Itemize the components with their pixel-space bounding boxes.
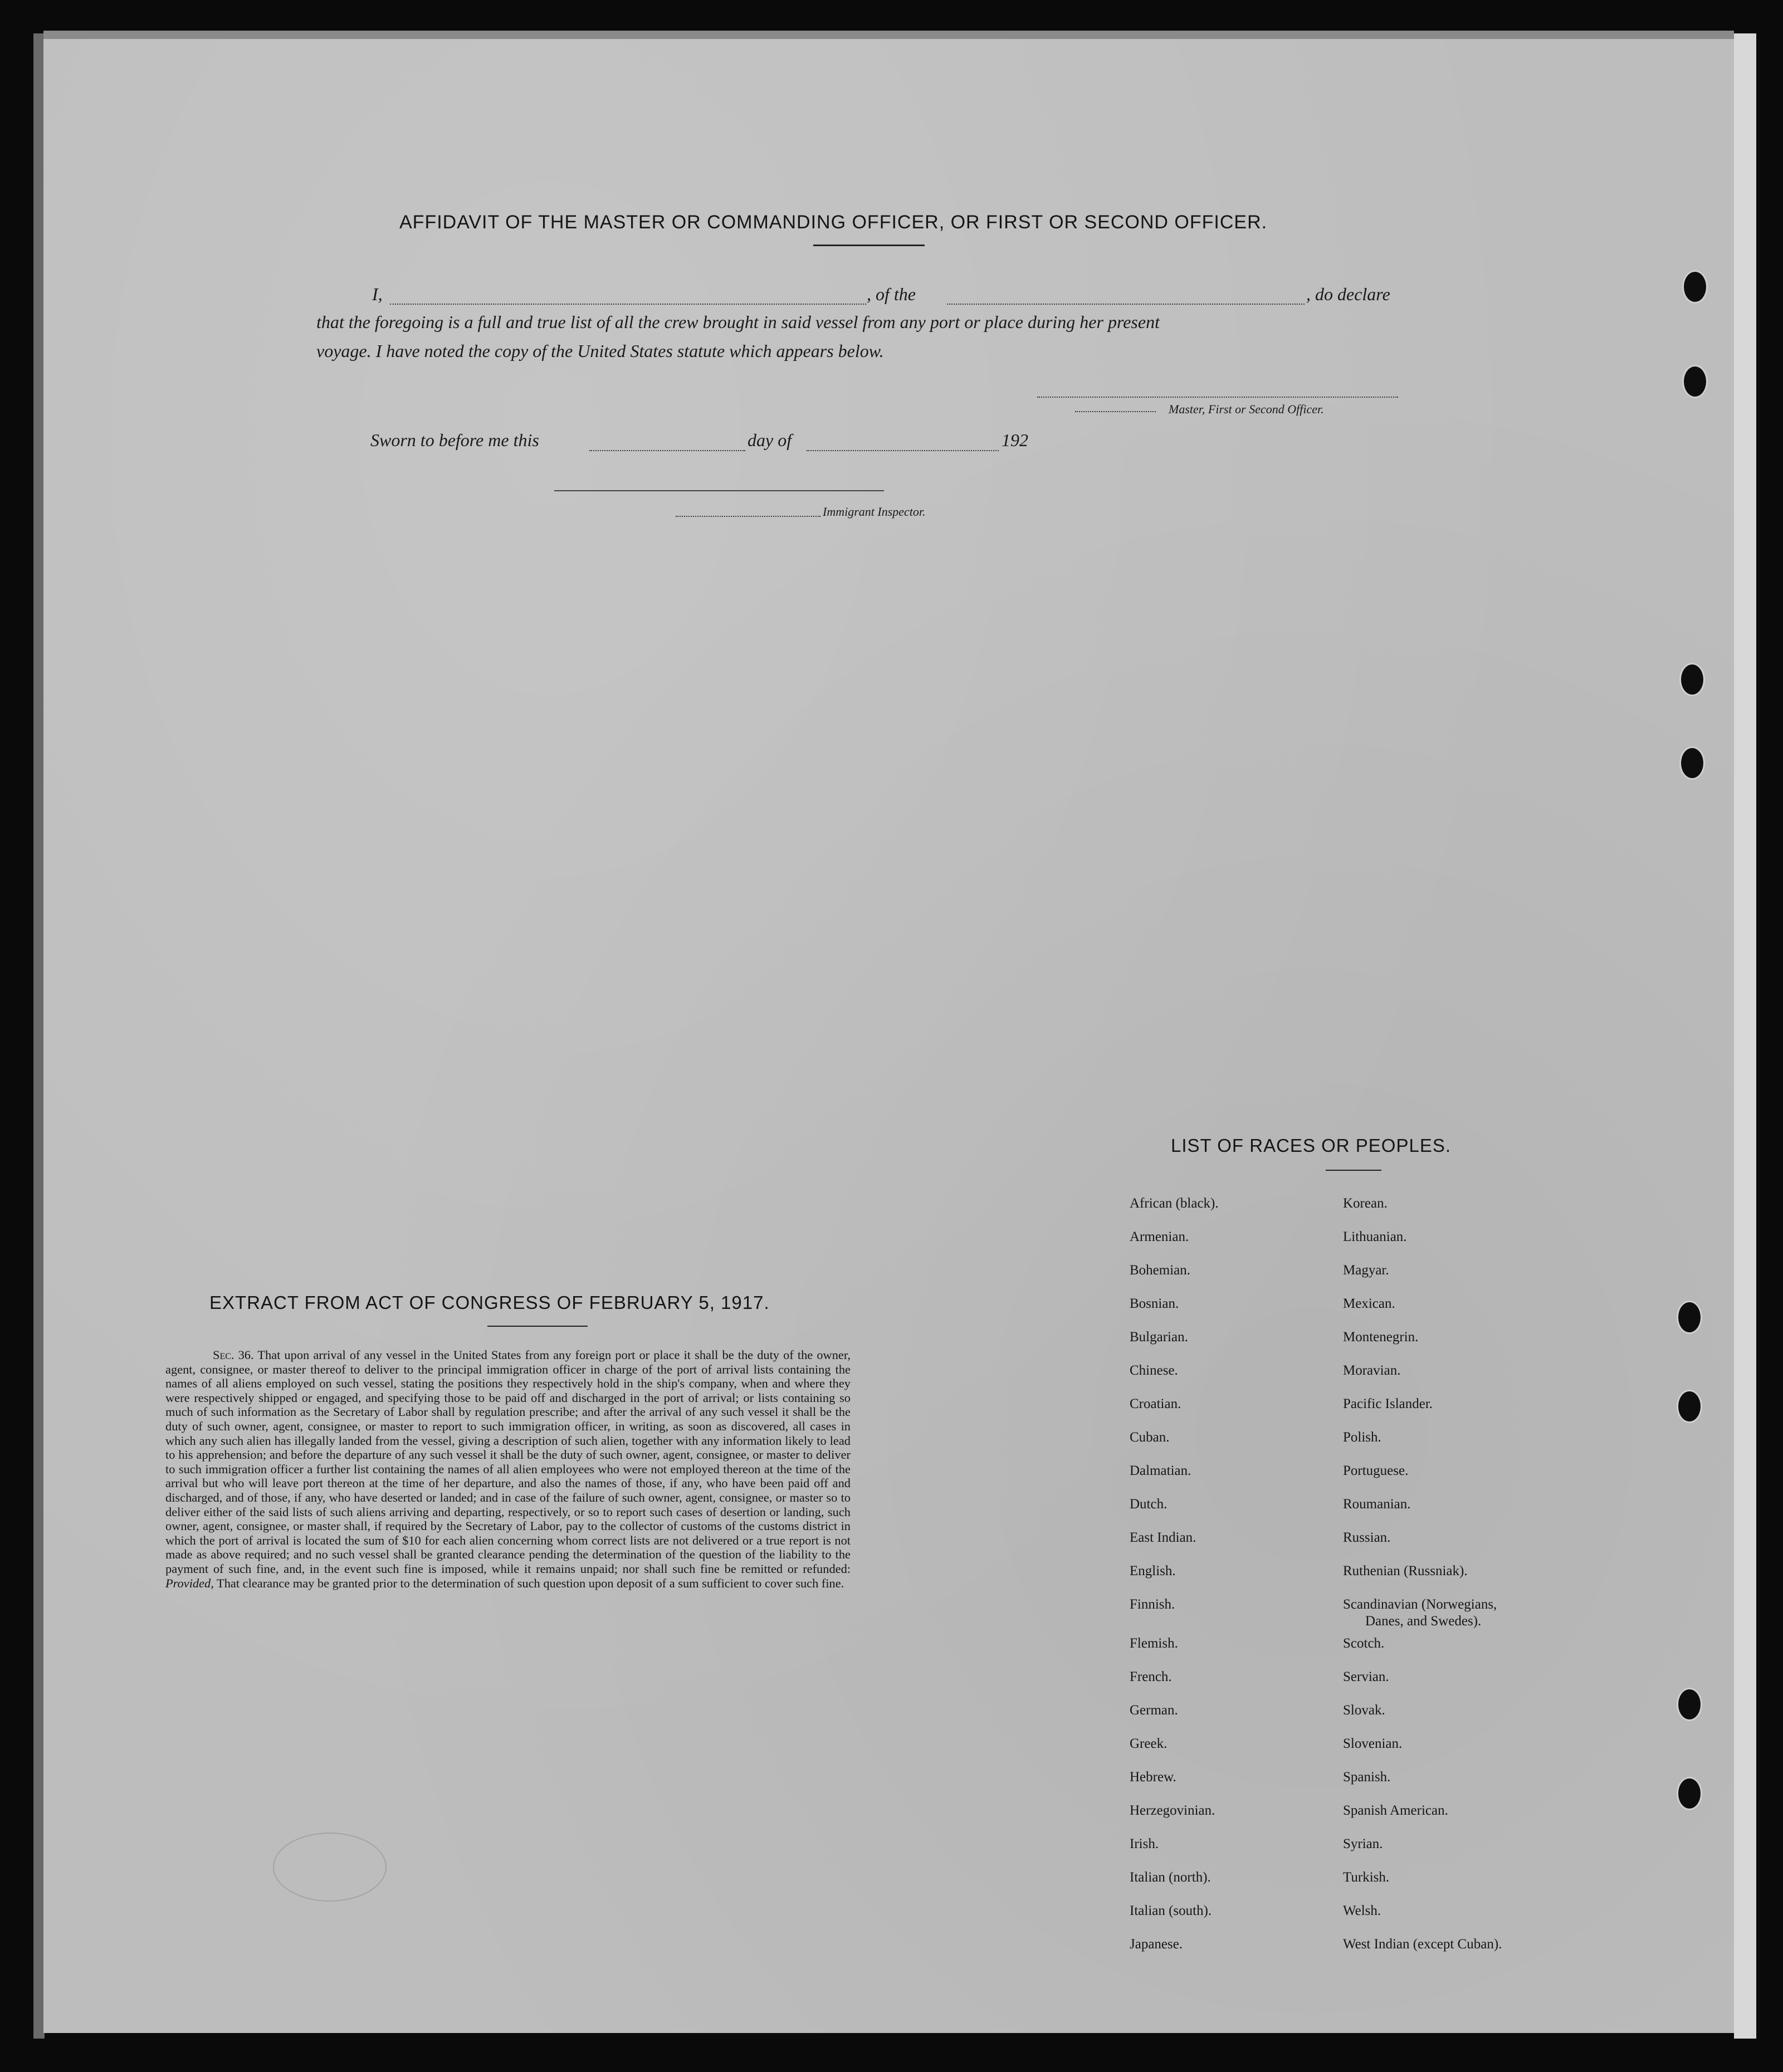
race-item: Bosnian. <box>1130 1296 1179 1311</box>
section-label: Sec. 36. <box>213 1348 254 1362</box>
race-item: Armenian. <box>1130 1229 1189 1244</box>
sworn-day-field[interactable] <box>589 450 745 451</box>
race-item: Flemish. <box>1130 1636 1178 1651</box>
document-page <box>43 39 1737 2033</box>
race-item: Russian. <box>1343 1530 1391 1545</box>
extract-underline <box>487 1326 588 1327</box>
race-item: Montenegrin. <box>1343 1330 1419 1345</box>
race-item: Greek. <box>1130 1736 1168 1751</box>
inspector-signature-field[interactable] <box>554 490 884 491</box>
race-item: West Indian (except Cuban). <box>1343 1937 1502 1952</box>
race-item: Cuban. <box>1130 1430 1170 1445</box>
race-item: Roumanian. <box>1343 1497 1411 1512</box>
race-item: Dalmatian. <box>1130 1463 1191 1478</box>
race-item: Danes, and Swedes). <box>1365 1614 1482 1629</box>
races-title: LIST OF RACES OR PEOPLES. <box>1171 1135 1452 1156</box>
binding-hole <box>1679 746 1705 780</box>
signature-dotted-lead <box>1075 411 1156 412</box>
race-item: Bulgarian. <box>1130 1330 1188 1345</box>
inspector-label: Immigrant Inspector. <box>823 505 926 519</box>
race-item: Turkish. <box>1343 1870 1390 1885</box>
binding-hole <box>1677 1688 1702 1721</box>
race-item: Hebrew. <box>1130 1770 1176 1785</box>
extract-title: EXTRACT FROM ACT OF CONGRESS OF FEBRUARY 5, 1917. <box>209 1292 770 1313</box>
binding-hole <box>1682 365 1708 398</box>
race-item: Japanese. <box>1130 1937 1183 1952</box>
race-item: Slovak. <box>1343 1703 1385 1718</box>
race-item: French. <box>1130 1669 1172 1684</box>
race-item: Bohemian. <box>1130 1263 1191 1278</box>
officer-signature-field[interactable] <box>1037 397 1398 398</box>
page-right-strip <box>1734 33 1756 2039</box>
race-item: Mexican. <box>1343 1296 1395 1311</box>
declare-suffix: , do declare <box>1306 284 1390 304</box>
extract-paragraph <box>165 1348 851 1590</box>
race-item: Syrian. <box>1343 1836 1383 1851</box>
faint-stamp <box>273 1832 387 1902</box>
race-item: Scotch. <box>1343 1636 1385 1651</box>
affidavit-title: AFFIDAVIT OF THE MASTER OR COMMANDING OFFICER, OR FIRST OR SECOND OFFICER. <box>399 212 1268 233</box>
race-item: East Indian. <box>1130 1530 1196 1545</box>
race-item: Moravian. <box>1343 1363 1401 1378</box>
race-item: Herzegovinian. <box>1130 1803 1215 1818</box>
races-underline <box>1326 1170 1381 1171</box>
race-item: Spanish. <box>1343 1770 1391 1785</box>
page-edge-shadow <box>33 33 45 2039</box>
race-item: Portuguese. <box>1343 1463 1409 1478</box>
race-item: Polish. <box>1343 1430 1381 1445</box>
race-item: Spanish American. <box>1343 1803 1448 1818</box>
vessel-name-field[interactable] <box>947 304 1305 305</box>
race-item: German. <box>1130 1703 1178 1718</box>
race-item: Dutch. <box>1130 1497 1168 1512</box>
race-item: African (black). <box>1130 1196 1219 1211</box>
section-body: That upon arrival of any vessel in the United States from any foreign port or place it shall be the duty of the owner, agent, consignee, or master thereof to deliver to the principal immigration officer in charge of the port of arrival lists containing the names of all aliens employed on such vessel, stating the positions they respectively hold in the ship's company, when and where they were respectively shipped or engaged, and specifying those to be paid off and discharged in the port of arrival; or lists containing so much of such information as the Secretary of Labor shall by regulation prescribe; and after the arrival of any such vessel it shall be the duty of such owner, agent, consignee, or master to report to such immigration officer, in writing, as soon as discovered, all cases in which any such alien has illegally landed from the vessel, giving a description of such alien, together with any information likely to lead to his apprehension; and before the departure of any such vessel it shall be the duty of such owner, agent, consignee, or master to deliver to such immigration officer a further list containing the names of all alien employees who were not employed thereon at the time of the arrival but who will leave port thereon at the time of her departure, and also the names of those, if any, who have been paid off and discharged, and of those, if any, who have deserted or landed; and in case of the failure of such owner, agent, consignee, or master so to deliver either of the said lists of such aliens arriving and departing, respectively, or so to report such cases of desertion or landing, such owner, agent, consignee, or master shall, if required by the Secretary of Labor, pay to the collector of customs of the customs district in which the port of arrival is located the sum of $10 for each alien concerning whom correct lists are not delivered or a true report is not made as above required; and no such vessel shall be granted clearance pending the determination of the question of the liability to the payment of such fine, and, in the event such fine is imposed, while it remains unpaid; nor shall such fine be remitted or refunded: <box>165 1348 851 1576</box>
race-item: English. <box>1130 1563 1176 1579</box>
race-item: Welsh. <box>1343 1903 1381 1918</box>
race-item: Scandinavian (Norwegians, <box>1343 1597 1497 1612</box>
sworn-day-of: day of <box>748 430 792 450</box>
race-item: Ruthenian (Russniak). <box>1343 1563 1468 1579</box>
sworn-month-field[interactable] <box>807 450 999 451</box>
binding-hole <box>1677 1390 1702 1423</box>
proviso-label: Provided, <box>165 1576 214 1590</box>
race-item: Croatian. <box>1130 1396 1181 1411</box>
race-item: Magyar. <box>1343 1263 1389 1278</box>
race-item: Finnish. <box>1130 1597 1175 1612</box>
race-item: Italian (north). <box>1130 1870 1211 1885</box>
race-item: Slovenian. <box>1343 1736 1403 1751</box>
signature-label: Master, First or Second Officer. <box>1169 402 1324 416</box>
race-item: Servian. <box>1343 1669 1389 1684</box>
binding-hole <box>1677 1777 1702 1810</box>
affidavit-line-3: voyage. I have noted the copy of the United States statute which appears below. <box>316 341 884 361</box>
declarant-prefix: I, <box>372 284 383 304</box>
race-item: Pacific Islander. <box>1343 1396 1433 1411</box>
race-item: Chinese. <box>1130 1363 1178 1378</box>
race-item: Irish. <box>1130 1836 1159 1851</box>
declarant-name-field[interactable] <box>390 304 866 305</box>
vessel-prefix: , of the <box>867 284 916 304</box>
title-underline <box>813 245 925 246</box>
race-item: Lithuanian. <box>1343 1229 1407 1244</box>
binding-hole <box>1677 1301 1702 1334</box>
sworn-text: Sworn to before me this <box>370 430 539 450</box>
inspector-dotted-lead <box>676 516 820 517</box>
sworn-year: 192 <box>1002 430 1028 450</box>
race-item: Italian (south). <box>1130 1903 1212 1918</box>
binding-hole <box>1682 270 1708 304</box>
affidavit-line-2: that the foregoing is a full and true list of all the crew brought in said vessel from any port or place during her present <box>316 312 1160 332</box>
race-item: Korean. <box>1343 1196 1388 1211</box>
proviso-text: That clearance may be granted prior to the determination of such question upon deposit of a sum sufficient to cover such fine. <box>217 1576 844 1590</box>
binding-hole <box>1679 663 1705 696</box>
